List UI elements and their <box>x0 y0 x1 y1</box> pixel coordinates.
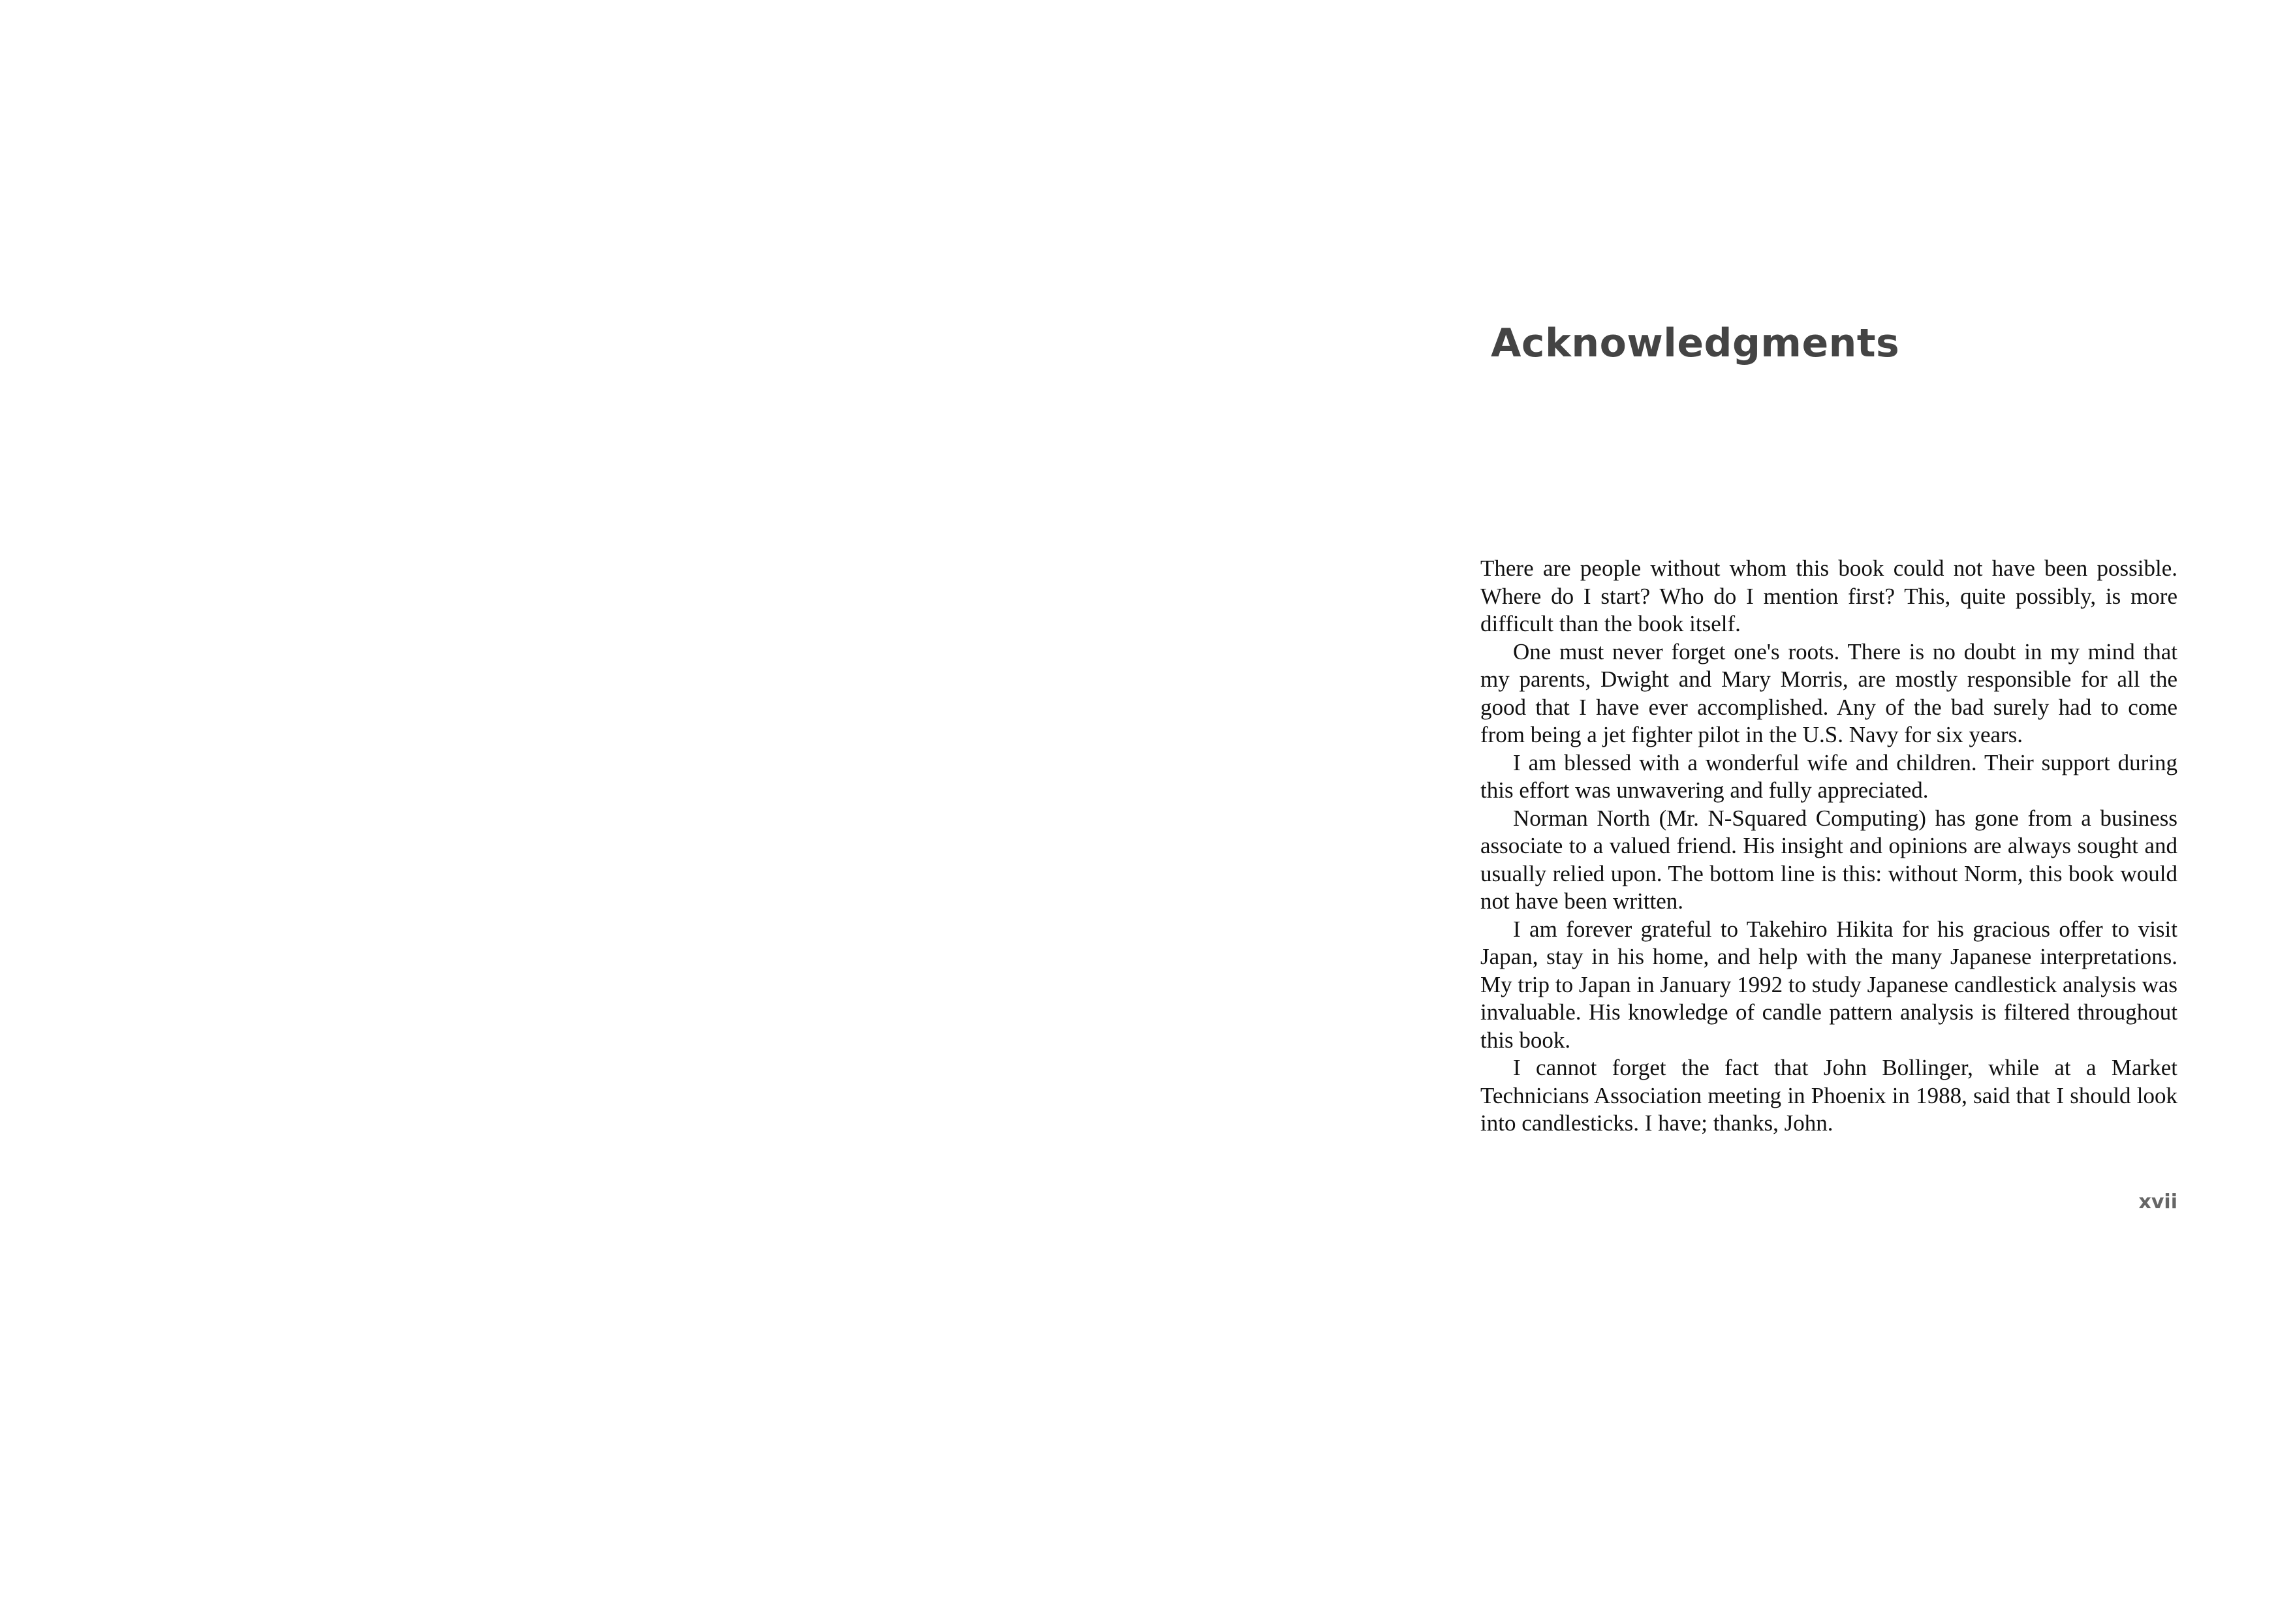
page-number: xvii <box>2138 1191 2177 1213</box>
paragraph-2: One must never forget one's roots. There is no doubt in my mind that my parents, Dwight and Mary Morris, are mostly responsible for all the good that I have ever accomplished. Any of the bad surely had to come from being a jet fighter pilot in the U.S. Navy for six years. <box>1480 638 2177 747</box>
page-heading: Acknowledgments <box>1491 320 1900 366</box>
paragraph-5: I am forever grateful to Takehiro Hikita for his gracious offer to visit Japan, stay in his home, and help with the many Japanese interpretations. My trip to Japan in January 1992 to study Japanese candlestick analysis was invaluable. His knowledge of candle pattern analysis is filtered throughout this book. <box>1480 916 2177 1053</box>
paragraph-4: Norman North (Mr. N-Squared Computing) has gone from a business associate to a valued friend. His insight and opinions are always sought and usually relied upon. The bottom line is this: without Norm, this book would not have been written. <box>1480 805 2177 914</box>
acknowledgments-body <box>1480 555 2177 1138</box>
left-page-blank <box>0 0 1146 1624</box>
paragraph-3: I am blessed with a wonderful wife and children. Their support during this effort was unwavering and fully appreciated. <box>1480 749 2177 803</box>
paragraph-6: I cannot forget the fact that John Bollinger, while at a Market Technicians Association meeting in Phoenix in 1988, said that I should look into candlesticks. I have; thanks, John. <box>1480 1055 2177 1136</box>
paragraph-1: There are people without whom this book could not have been possible. Where do I start? Who do I mention first? This, quite possibly, is more difficult than the book itself. <box>1480 555 2177 636</box>
